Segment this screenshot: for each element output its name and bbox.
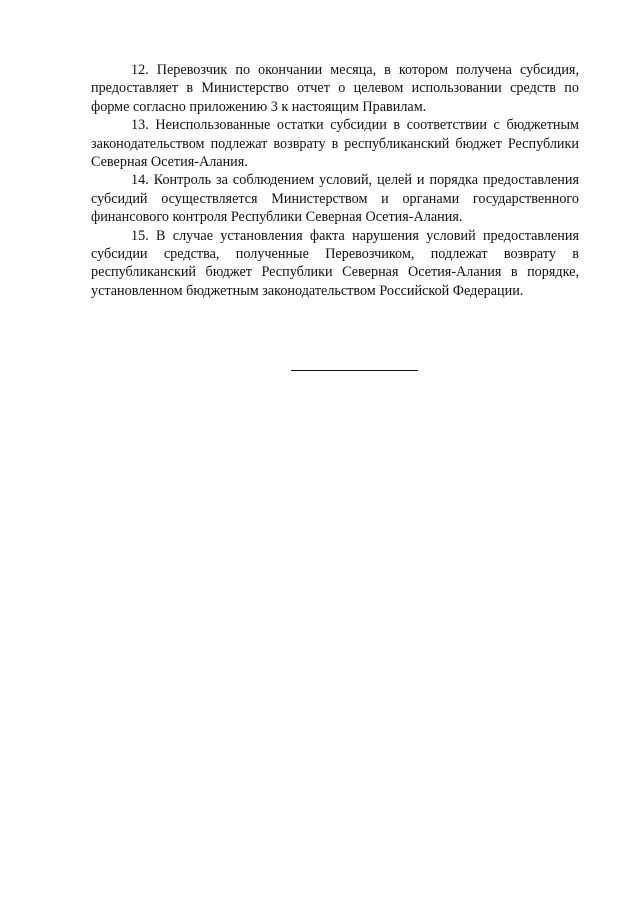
end-divider-line — [291, 370, 418, 371]
document-body — [91, 61, 579, 300]
paragraph-14: 14. Контроль за соблюдением условий, целей и порядка предоставления субсидий осуществляется Министерством и органами государственного финансового контроля Республики Северная Осетия-Алания. — [91, 172, 579, 226]
paragraph-15: 15. В случае установления факта нарушения условий предоставления субсидии средства, полученные Перевозчиком, подлежат возврату в республиканский бюджет Республики Северная Осетия-Алания в порядке, установленном бюджетным законодательством Российской Федерации. — [91, 227, 579, 299]
paragraph-13: 13. Неиспользованные остатки субсидии в соответствии с бюджетным законодательством подлежат возврату в республиканский бюджет Республики Северная Осетия-Алания. — [91, 117, 579, 171]
paragraph-12: 12. Перевозчик по окончании месяца, в котором получена субсидия, предоставляет в Министерство отчет о целевом использовании средств по форме согласно приложению 3 к настоящим Правилам. — [91, 62, 579, 115]
